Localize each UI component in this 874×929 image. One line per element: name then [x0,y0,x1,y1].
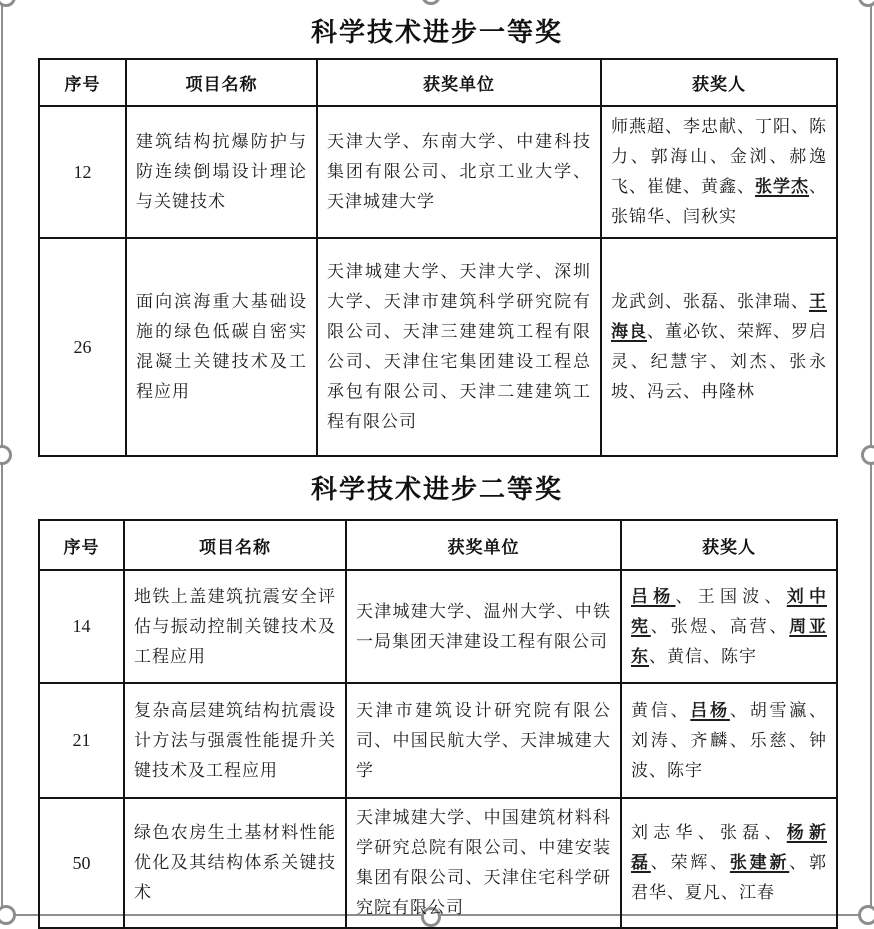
winner-delimiter: 、 [665,207,683,226]
winner-delimiter: 、 [710,147,730,166]
winner-delimiter: 、 [809,177,827,196]
cell-awardees [621,683,837,798]
cell-project-name: 建筑结构抗爆防护与防连续倒塌设计理论与关键技术 [126,106,317,238]
winner-delimiter: 、 [791,117,809,136]
winner-name: 冉隆林 [701,382,755,401]
cell-awarded-units: 天津城建大学、温州大学、中铁一局集团天津建设工程有限公司 [346,570,621,683]
winner-name: 师燕超 [611,117,665,136]
table-row [39,570,837,683]
header-project-name: 项目名称 [124,520,346,570]
winner-name-emphasized: 刘中宪 [631,586,827,636]
cell-no: 26 [39,238,126,456]
selection-handle-bottom-right[interactable] [858,905,874,925]
winner-delimiter: 、 [789,730,810,750]
cell-awardees [621,798,837,928]
cell-project-name: 地铁上盖建筑抗震安全评估与振动控制关键技术及工程应用 [124,570,346,683]
header-row [39,520,837,570]
cell-no: 12 [39,106,126,238]
table-body-first-prize [39,106,837,456]
winner-name-emphasized: 杨新磊 [631,823,827,872]
winner-delimiter: 、 [683,382,701,401]
winner-delimiter: 、 [729,730,750,750]
winner-name: 黄信 [667,646,703,666]
winner-name: 荣辉 [737,322,773,341]
winner-name: 陈宇 [721,646,757,666]
winner-name: 罗启灵 [611,322,827,371]
winner-name: 乐慈 [749,730,790,750]
winner-delimiter: 、 [665,292,683,311]
winner-name: 董必钦 [665,322,719,341]
winner-delimiter: 、 [789,853,810,872]
winner-name: 刘志华 [631,823,698,842]
winner-name: 陈宇 [667,760,703,780]
winner-delimiter: 、 [737,177,755,196]
winner-name: 陈力 [611,117,827,166]
winner-name: 张锦华 [611,207,665,226]
winner-name: 夏凡 [685,883,721,902]
table-row [39,238,837,456]
cell-awarded-units: 天津大学、东南大学、中建科技集团有限公司、北京工业大学、天津城建大学 [317,106,601,238]
winner-name-emphasized: 张学杰 [755,177,809,196]
winner-delimiter: 、 [649,646,667,666]
winner-name: 王国波 [697,586,765,606]
winner-name: 胡雪瀛 [749,700,810,720]
winner-name: 刘涛 [631,730,671,750]
winner-delimiter: 、 [719,322,737,341]
winner-delimiter: 、 [764,586,787,606]
winner-name: 金浏 [729,147,770,166]
winner-delimiter: 、 [809,700,828,720]
winner-name: 齐麟 [690,730,730,750]
winner-delimiter: 、 [650,616,671,636]
winner-name: 闫秋实 [683,207,737,226]
awards-table-first-prize [38,58,838,457]
first-prize-title: 科学技术进步一等奖 [310,17,563,47]
table-row [39,798,837,928]
winner-name: 郭君华 [631,853,828,902]
second-prize-title: 科学技术进步二等奖 [310,474,563,504]
winner-delimiter: 、 [710,853,730,872]
winner-delimiter: 、 [697,823,720,842]
header-no: 序号 [39,59,126,106]
winner-name: 崔健 [647,177,683,196]
table-row [39,683,837,798]
winner-name: 张磊 [683,292,719,311]
winner-name: 高营 [729,616,770,636]
winner-name: 李忠献 [683,117,737,136]
winner-name-emphasized: 周亚东 [631,616,828,666]
winner-name: 荣辉 [670,853,711,872]
winner-delimiter: 、 [737,117,755,136]
winner-delimiter: 、 [791,292,809,311]
winner-name: 张永坡 [611,352,828,401]
cell-no: 21 [39,683,124,798]
winner-delimiter: 、 [769,616,790,636]
selection-handle-middle-right[interactable] [861,445,874,465]
cell-awarded-units: 天津城建大学、天津大学、深圳大学、天津市建筑科学研究院有限公司、天津三建建筑工程有限公司、天津住宅集团建设工程总承包有限公司、天津二建建筑工程有限公司 [317,238,601,456]
header-awardees: 获奖人 [601,59,837,106]
winner-name: 江春 [739,883,775,902]
cell-project-name: 复杂高层建筑结构抗震设计方法与强震性能提升关键技术及工程应用 [124,683,346,798]
winner-name: 龙武剑 [611,292,665,311]
winner-name: 郭海山 [650,147,711,166]
winner-delimiter: 、 [629,382,647,401]
winner-delimiter: 、 [670,700,691,720]
winner-name: 张津瑞 [737,292,791,311]
winner-delimiter: 、 [729,700,750,720]
winner-delimiter: 、 [719,292,737,311]
winner-name: 钟波 [631,730,828,780]
header-awardees: 获奖人 [621,520,837,570]
winner-name: 刘杰 [729,352,770,371]
winner-delimiter: 、 [769,352,790,371]
winner-delimiter: 、 [721,883,739,902]
winner-delimiter: 、 [630,147,651,166]
cell-awardees [621,570,837,683]
table-body-second-prize [39,570,837,928]
winner-name-emphasized: 吕杨 [631,586,676,606]
winner-delimiter: 、 [665,117,683,136]
selection-handle-bottom-left[interactable] [0,905,16,925]
winner-name: 张煜 [670,616,711,636]
cell-project-name: 面向滨海重大基础设施的绿色低碳自密实混凝土关键技术及工程应用 [126,238,317,456]
header-row [39,59,837,106]
winner-delimiter: 、 [647,322,665,341]
winner-delimiter: 、 [710,352,730,371]
winner-delimiter: 、 [764,823,787,842]
winner-delimiter: 、 [769,147,790,166]
winner-name: 郝逸飞 [611,147,828,196]
table-row [39,106,837,238]
cell-no: 50 [39,798,124,928]
cell-awardees [601,106,837,238]
winner-name: 黄鑫 [701,177,737,196]
winner-delimiter: 、 [649,760,667,780]
winner-name: 张磊 [720,823,765,842]
winner-delimiter: 、 [667,883,685,902]
winner-name: 冯云 [647,382,683,401]
winner-delimiter: 、 [630,352,651,371]
awards-document [38,0,836,929]
winner-delimiter: 、 [675,586,698,606]
winner-name: 黄信 [631,700,671,720]
winner-delimiter: 、 [710,616,730,636]
winner-delimiter: 、 [650,853,671,872]
winner-delimiter: 、 [703,646,721,666]
winner-delimiter: 、 [629,177,647,196]
cell-no: 14 [39,570,124,683]
header-awarded-units: 获奖单位 [346,520,621,570]
winner-delimiter: 、 [683,177,701,196]
winner-delimiter: 、 [773,322,791,341]
header-awarded-units: 获奖单位 [317,59,601,106]
winner-name: 纪慧宇 [650,352,711,371]
header-no: 序号 [39,520,124,570]
cell-project-name: 绿色农房生土基材料性能优化及其结构体系关键技术 [124,798,346,928]
header-project-name: 项目名称 [126,59,317,106]
cell-awarded-units: 天津市建筑设计研究院有限公司、中国民航大学、天津城建大学 [346,683,621,798]
winner-name-emphasized: 张建新 [729,853,790,872]
cell-awarded-units: 天津城建大学、中国建筑材料科学研究总院有限公司、中建安装集团有限公司、天津住宅科学研究院有限公司 [346,798,621,928]
winner-name-emphasized: 吕杨 [690,700,730,720]
awards-table-second-prize [38,519,838,929]
winner-delimiter: 、 [670,730,691,750]
winner-name: 丁阳 [755,117,791,136]
winner-name-emphasized: 王海良 [611,292,827,341]
cell-awardees [601,238,837,456]
